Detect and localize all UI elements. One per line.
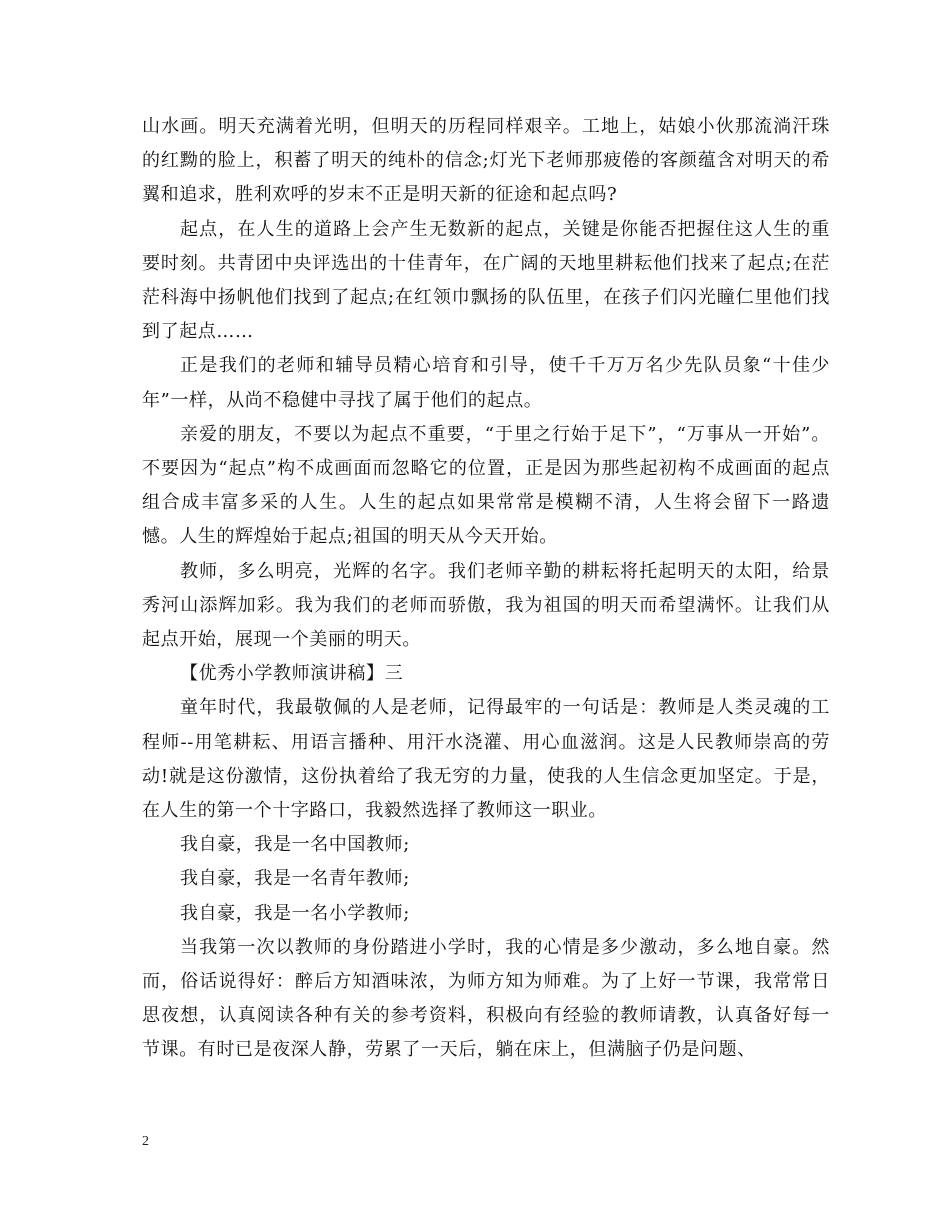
- paragraph-proud-young-teacher: 我自豪，我是一名青年教师;: [180, 868, 410, 890]
- page-number: 2: [142, 1134, 149, 1149]
- paragraph-proud-chinese-teacher: 我自豪，我是一名中国教师;: [180, 834, 410, 856]
- paragraph-starting-point: 起点，在人生的道路上会产生无数新的起点，关键是你能否把握住这人生的重要时刻。共青团中央评选出的十佳青年，在广阔的天地里耕耘他们找来了起点;在茫茫科海中扬帆他们找到了起点;在红领巾飘扬的队伍里，在孩子们闪光瞳仁里他们找到了起点……: [142, 218, 830, 343]
- paragraph-teacher-name: 教师，多么明亮，光辉的名字。我们老师辛勤的耕耘将托起明天的太阳，给景秀河山添辉加彩。我为我们的老师而骄傲，我为祖国的明天而希望满怀。让我们从起点开始，展现一个美丽的明天。: [142, 560, 830, 651]
- section-heading: 【优秀小学教师演讲稿】三: [180, 663, 404, 685]
- paragraph-first-day: 当我第一次以教师的身份踏进小学时，我的心情是多少激动，多么地自豪。然而，俗话说得好：醉后方知酒味浓，为师方知为师难。为了上好一节课，我常常日思夜想，认真阅读各种有关的参考资料，积极向有经验的教师请教，认真备好每一节课。有时已是夜深人静，劳累了一天后，躺在床上，但满脑子仍是问题、: [142, 936, 830, 1061]
- paragraph-dear-friends: 亲爱的朋友，不要以为起点不重要，“于里之行始于足下”，“万事从一开始”。不要因为“起点”构不成画面而忽略它的位置，正是因为那些起初构不成画面的起点组合成丰富多采的人生。人生的起点如果常常是模糊不清，人生将会留下一路遗憾。人生的辉煌始于起点;祖国的明天从今天开始。: [142, 423, 830, 548]
- paragraph-proud-primary-teacher: 我自豪，我是一名小学教师;: [180, 902, 410, 924]
- document-body: [142, 110, 830, 1068]
- paragraph-childhood: 童年时代，我最敬佩的人是老师，记得最牢的一句话是：教师是人类灵魂的工程师--用笔耕耘、用语言播种、用汗水浇灌、用心血滋润。这是人民教师崇高的劳动!就是这份激情，这份执着给了我无穷的力量，使我的人生信念更加坚定。于是，在人生的第一个十字路口，我毅然选择了教师这一职业。: [142, 697, 830, 822]
- paragraph-teachers-guidance: 正是我们的老师和辅导员精心培育和引导，使千千万万名少先队员象“十佳少年”一样，从尚不稳健中寻找了属于他们的起点。: [142, 355, 830, 411]
- paragraph-continuation: 山水画。明天充满着光明，但明天的历程同样艰辛。工地上，姑娘小伙那流淌汗珠的红黝的脸上，积蓄了明天的纯朴的信念;灯光下老师那疲倦的客颜蕴含对明天的希翼和追求，胜利欢呼的岁末不正是明天新的征途和起点吗?: [142, 116, 830, 206]
